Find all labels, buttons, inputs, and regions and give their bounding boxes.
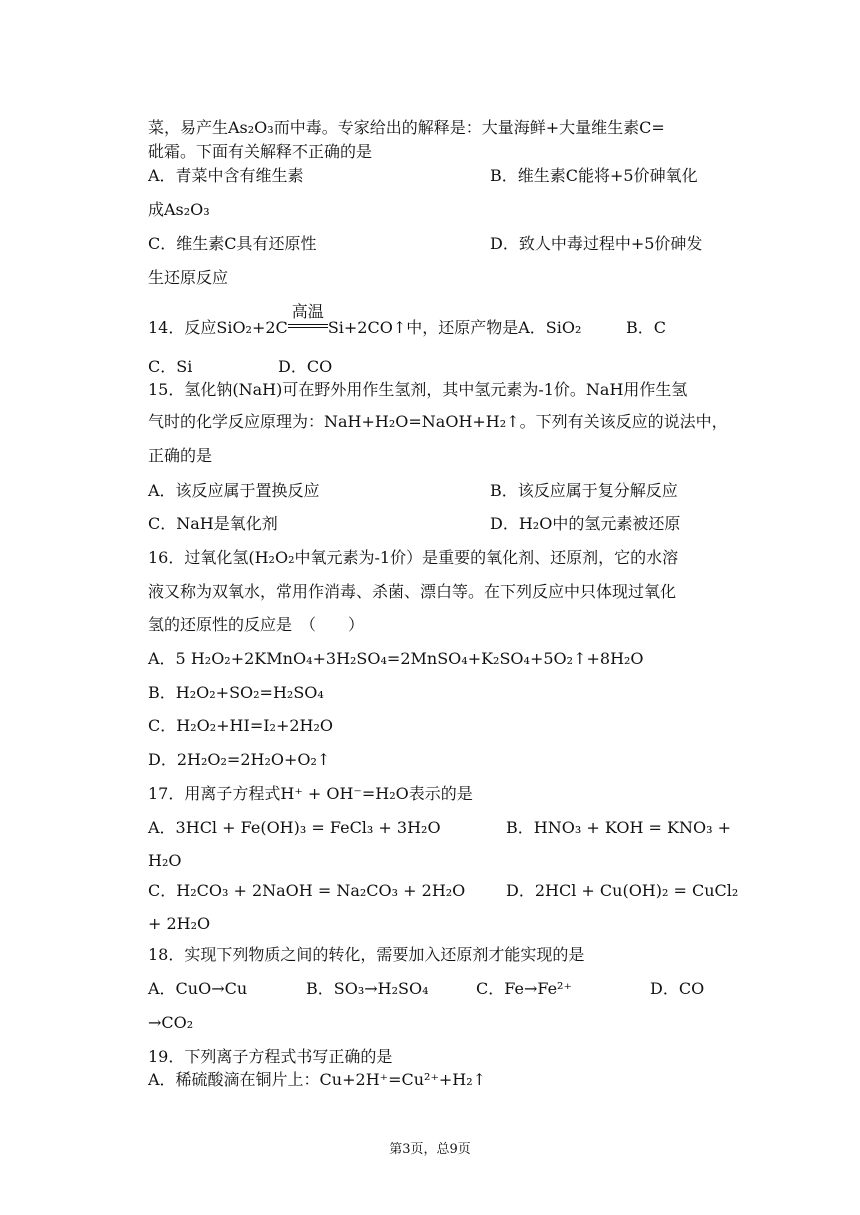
question-18: 18．实现下列物质之间的转化，需要加入还原剂才能实现的是 [148,945,585,964]
question-15-line: 气时的化学反应原理为：NaH+H₂O=NaOH+H₂↑。下列有关该反应的说法中， [148,412,728,431]
option-b: B．维生素C能将+5价砷氧化 [490,166,698,185]
option-d-continued: →CO₂ [148,1013,194,1032]
option-a: A．5 H₂O₂+2KMnO₄+3H₂SO₄=2MnSO₄+K₂SO₄+5O₂↑+8H₂O [148,649,644,668]
equals-sign [288,324,328,328]
text-line: 菜，易产生As₂O₃而中毒。专家给出的解释是：大量海鲜+大量维生素C= [148,118,665,137]
option-a: A．稀硫酸滴在铜片上：Cu+2H⁺=Cu²⁺+H₂↑ [148,1070,487,1089]
option-d: D．CO [650,979,705,998]
question-15-line: 15．氢化钠(NaH)可在野外用作生氢剂，其中氢元素为-1价。NaH用作生氢 [148,380,688,399]
question-19: 19．下列离子方程式书写正确的是 [148,1047,393,1066]
option-b: B．该反应属于复分解反应 [490,481,678,500]
condition-label: 高温 [291,302,324,321]
text-line: 砒霜。下面有关解释不正确的是 [148,142,373,161]
option-d: D．2HCl + Cu(OH)₂ = CuCl₂ [506,881,739,900]
question-16-line: 16．过氧化氢(H₂O₂中氧元素为-1价）是重要的氧化剂、还原剂，它的水溶 [148,548,679,567]
option-c: C．H₂O₂+HI=I₂+2H₂O [148,716,334,735]
option-d: D．2H₂O₂=2H₂O+O₂↑ [148,750,331,769]
option-a: A．CuO→Cu [148,979,248,998]
question-14 [148,302,582,338]
option-b: B．C [626,318,667,337]
option-c: C．H₂CO₃ + 2NaOH = Na₂CO₃ + 2H₂O [148,881,466,900]
option-b: B．H₂O₂+SO₂=H₂SO₄ [148,683,324,702]
option-b-continued: 成As₂O₃ [148,200,210,219]
page-footer: 第3页，总9页 [389,1142,471,1157]
option-a: A．青菜中含有维生素 [148,166,304,185]
option-d-continued: + 2H₂O [148,914,211,933]
option-a: A．该反应属于置换反应 [148,481,320,500]
option-c: C．Si [148,357,193,376]
question-15-line: 正确的是 [148,446,213,465]
option-d: D．H₂O中的氢元素被还原 [490,514,681,533]
question-17: 17．用离子方程式H⁺ + OH⁻=H₂O表示的是 [148,784,473,803]
q14-prefix: 14．反应SiO₂+2C [148,318,288,337]
option-b-continued: H₂O [148,851,182,870]
option-c: C．维生素C具有还原性 [148,234,317,253]
question-16-line: 液又称为双氧水，常用作消毒、杀菌、漂白等。在下列反应中只体现过氧化 [148,582,677,601]
option-b: B．SO₃→H₂SO₄ [306,979,429,998]
option-b: B．HNO₃ + KOH = KNO₃ + [506,818,731,837]
option-c: C．NaH是氧化剂 [148,514,278,533]
option-d: D．致人中毒过程中+5价砷发 [490,234,703,253]
reaction-condition [288,302,328,333]
option-d-continued: 生还原反应 [148,268,229,287]
option-c: C．Fe→Fe²⁺ [476,979,572,998]
q14-suffix: Si+2CO↑中，还原产物是A．SiO₂ [327,318,582,337]
question-16-line: 氢的还原性的反应是 （ ） [148,615,365,634]
option-a: A．3HCl + Fe(OH)₃ = FeCl₃ + 3H₂O [148,818,441,837]
option-d: D．CO [278,357,333,376]
